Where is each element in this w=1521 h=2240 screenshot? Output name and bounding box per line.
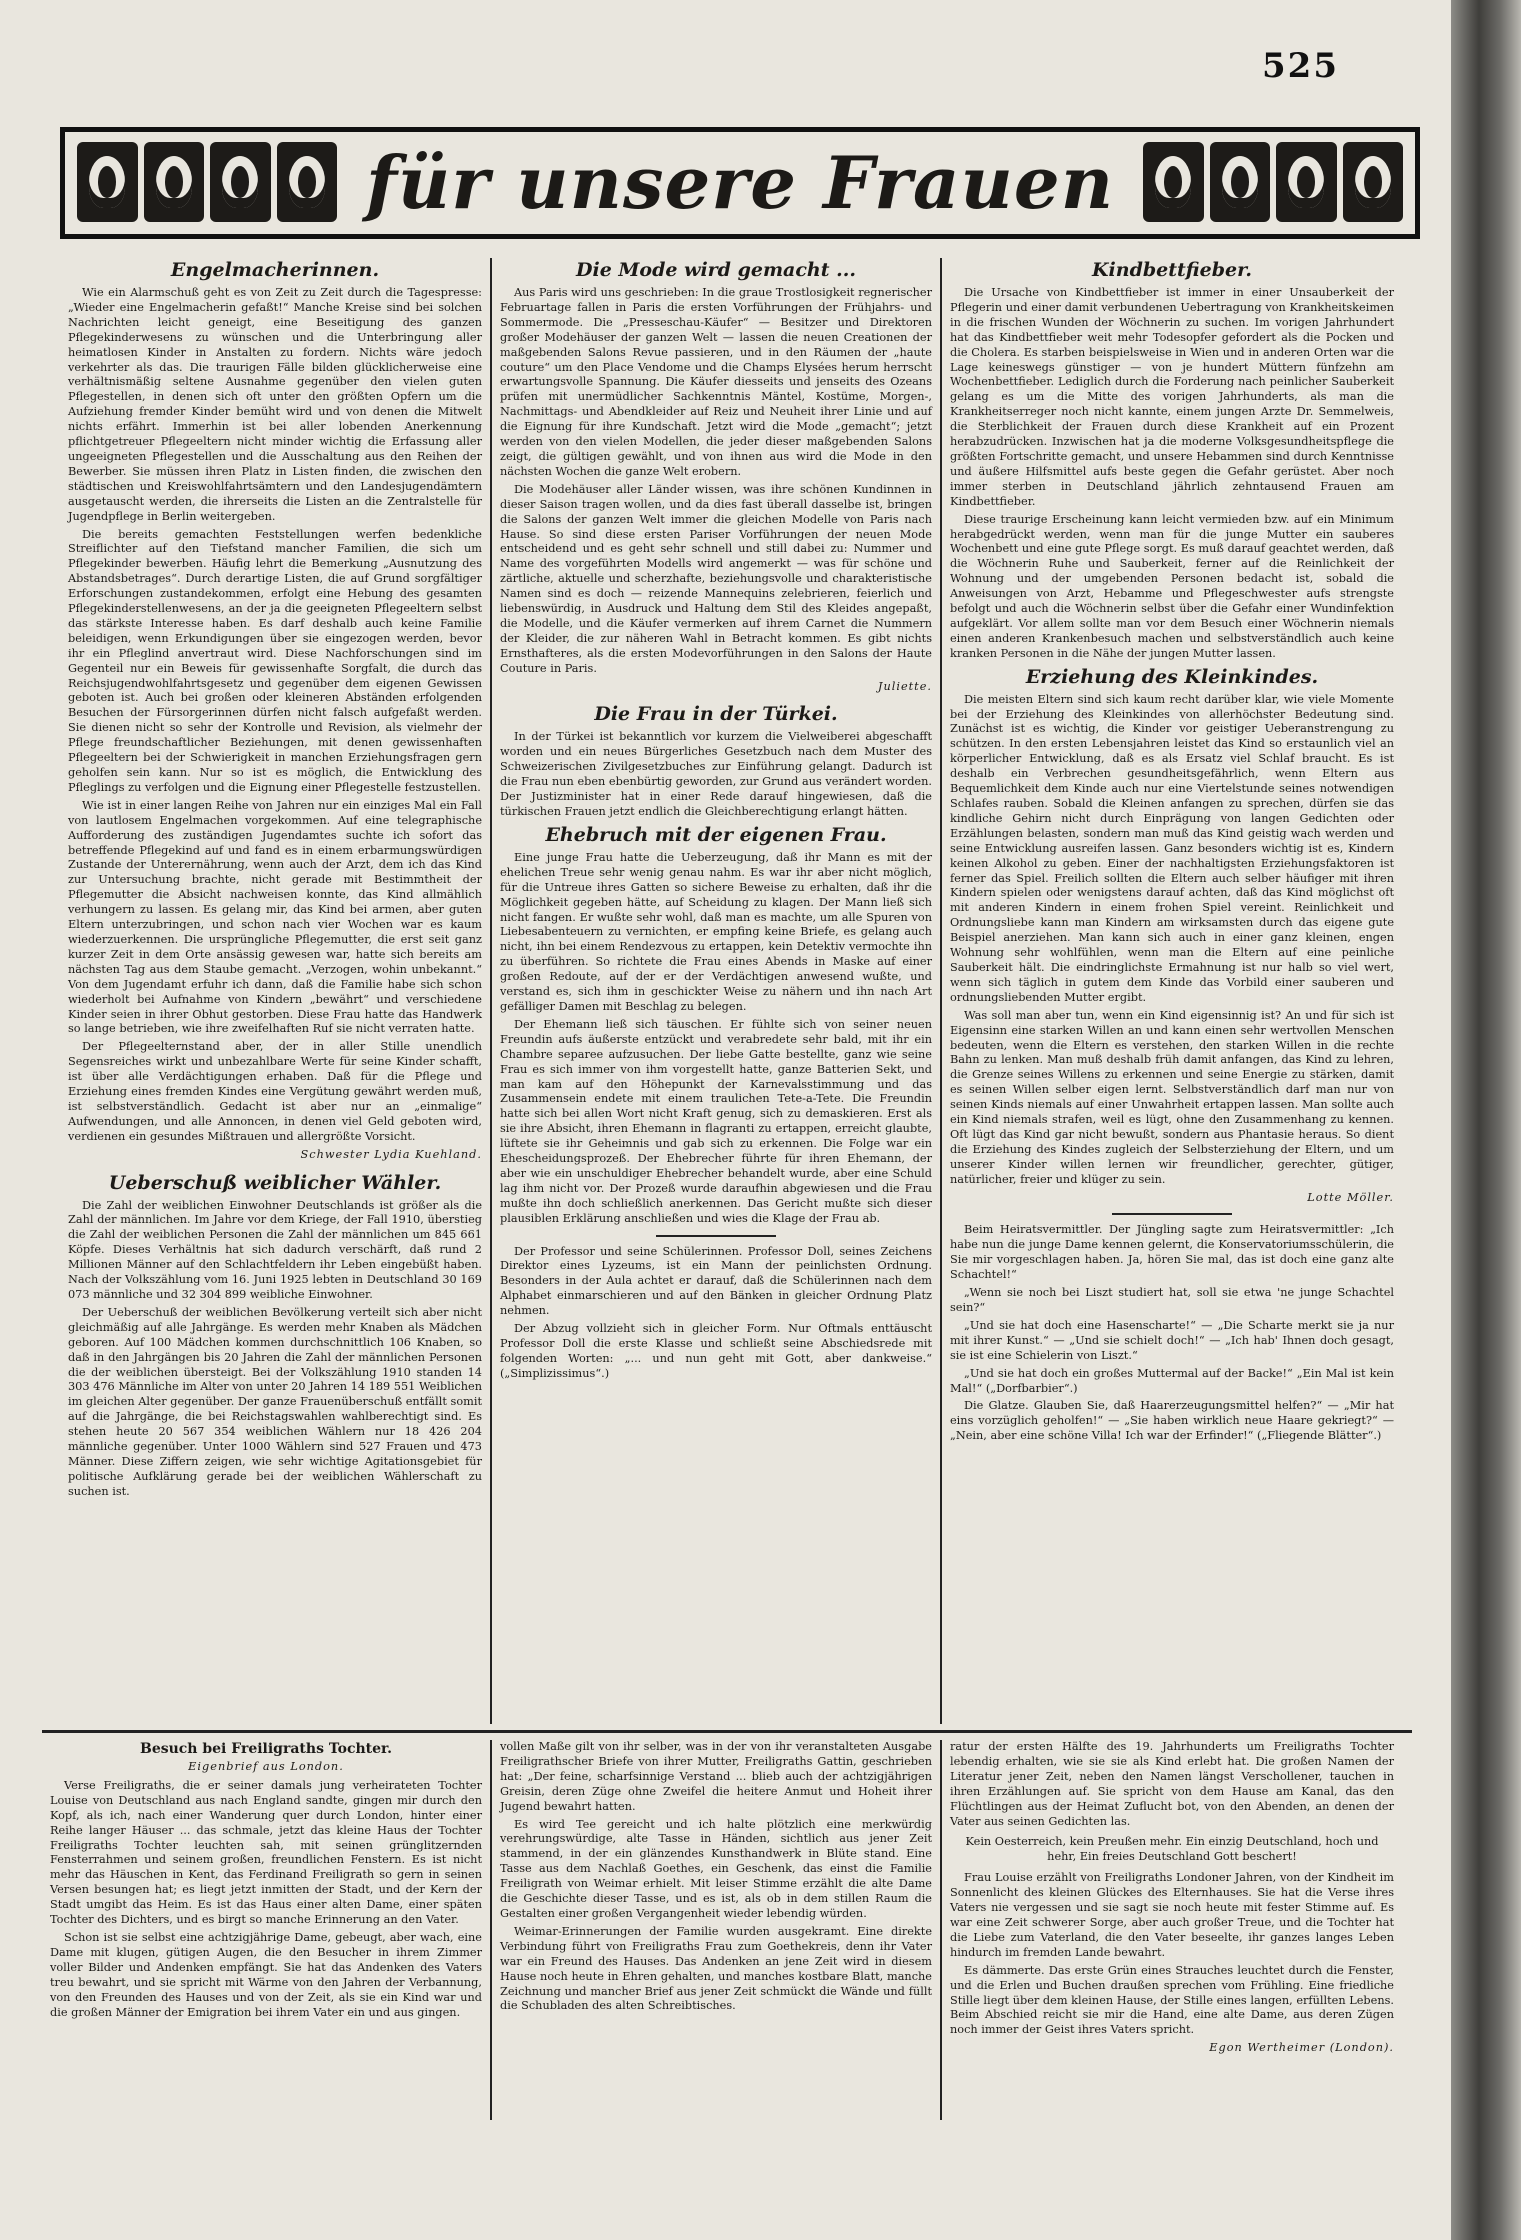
article-paragraph: Die meisten Eltern sind sich kaum recht darüber klar, wie viele Momente bei der Erziehung des Kleinkindes von allerhöchster Bedeutung sind. Zunächst ist es wichtig, die Kinder vor geistiger Ueberanstrengung zu schützen. In den ersten Lebensjahren leistet das Kind so erstaunlich viel an körperlicher Entwicklung, daß es als Ersatz viel Schlaf braucht. Es ist deshalb ein Verbrechen gesundheitsgefährlich, wenn Eltern aus Bequemlichkeit dem Kinde auch nur eine Viertelstunde seines notwendigen Schlafes rauben. Sobald die Kleinen anfangen zu sprechen, dürfen sie das kindliche Gehirn nicht durch Einprägung von langen Gedichten oder Erzählungen belasten, sondern man muß das Kind geistig wach werden und seine Entwicklung ausreifen lassen. Ganz besonders wichtig ist es, Kindern keinen Alkohol zu geben. Einer der nachhaltigsten Erziehungsfaktoren ist ferner das Spiel. Freilich sollten die Eltern auch selber häufiger mit ihren Kindern spielen oder wenigstens darauf achten, daß das Kind möglichst oft mit anderen Kindern in einem frohen Spiel vereint. Reinlichkeit und Ordnungsliebe kann man Kindern am wirksamsten durch das eigene gute Beispiel anerziehen. Man kann sich auch in einer ganz kleinen, engen Wohnung sehr wohlfühlen, wenn man die Eltern auf eine peinliche Sauberkeit hält. Die eindringlichste Ermahnung ist nur halb so viel wert, wenn sich täglich in gutem dem Kinde das Vorbild einer sauberen und ordnungsliebenden Mutter ergibt.	[950, 692, 1394, 1004]
article-title-erziehung: Erziehung des Kleinkindes.	[1025, 665, 1319, 688]
column-divider	[490, 1740, 492, 2120]
feature-column-3	[944, 1740, 1400, 2120]
anecdote-paragraph: „Wenn sie noch bei Liszt studiert hat, soll sie etwa 'ne junge Schachtel sein?“	[950, 1286, 1394, 1314]
fruit-ornament-left-icon	[77, 142, 337, 222]
article-title-mode: Die Mode wird gemacht ...	[576, 259, 856, 281]
article-paragraph: In der Türkei ist bekanntlich vor kurzem die Vielweiberei abgeschafft worden und ein neues Bürgerliches Gesetzbuch nach dem Muster des Schweizerischen Zivilgesetzbuches zur Einführung gelangt. Dadurch ist die Frau nun eben ebenbürtig geworden, zur Grund aus verändert worden. Der Justizminister hat in einer Rede darauf hingewiesen, daß die türkischen Frauen jetzt endlich die Gleichberechtigung erlangt hätten.	[500, 730, 932, 818]
anecdote-paragraph: Der Abzug vollzieht sich in gleicher Form. Nur Oftmals enttäuscht Professor Doll die erste Klasse und schließt seine Abschiedsrede mit folgenden Worten: „... und nun geht mit Gott, aber dankweise.“ („Simplizissimus“.)	[500, 1322, 932, 1380]
article-author: Lotte Möller.	[1307, 1190, 1394, 1204]
fruit-ornament-right-icon	[1143, 142, 1403, 222]
article-paragraph: ratur der ersten Hälfte des 19. Jahrhunderts um Freiligraths Tochter lebendig erhalten, wie sie sie als Kind erlebt hat. Die großen Namen der Literatur jener Zeit, neben den Namen längst Verschollener, tauchen in ihren Erzählungen auf. Sie spricht von dem Hause am Kanal, das den Flüchtlingen aus der Heimat Zuflucht bot, von den Abenden, an denen der Vater aus seinen Gedichten las.	[950, 1740, 1394, 1828]
article-paragraph: vollen Maße gilt von ihr selber, was in der von ihr veranstalteten Ausgabe Freiligrathscher Briefe von ihrer Mutter, Freiligraths Gattin, geschrieben hat: „Der feine, scharfsinnige Verstand ... blieb auch der achtzigjährigen Greisin, deren Züge ohne Zweifel die heitere Anmut und Hoheit ihrer Jugend bewahrt hatten.	[500, 1740, 932, 1813]
article-paragraph: Der Ehemann ließ sich täuschen. Er fühlte sich von seiner neuen Freundin aufs äußerste entzückt und verabredete sehr bald, mit ihr ein Chambre separee aufzusuchen. Der liebe Gatte bestellte, ganz wie seine Frau es sich immer von ihm vorgestellt hatte, ganze Batterien Sekt, und man kam auf den Höhepunkt der Karnevalsstimmung und das Zusammensein endete mit einem traulichen Tete-a-Tete. Die Freundin hatte sich bei allen Wort nicht Kraft genug, sich zu demaskieren. Erst als sie ihre Absicht, ihren Ehemann in flagranti zu ertappen, erreicht glaubte, lüftete sie ihr Geheimnis und gab sich zu erkennen. Die Folge war ein Ehescheidungsprozeß. Der Ehebrecher führte für ihren Ehemann, der aber wie ein unschuldiger Ehebrecher behandelt wurde, aber eine Schuld lag ihm nicht vor. Der Prozeß wurde daraufhin abgewiesen und die Frau mußte ihn doch schließlich anerkennen. Das Gericht mußte sich dieser plausiblen Erklärung anschließen und wies die Klage der Frau ab.	[500, 1017, 932, 1225]
article-paragraph: Frau Louise erzählt von Freiligraths Londoner Jahren, von der Kindheit im Sonnenlicht des kleinen Glückes des Elternhauses. Sie hat die Verse ihres Vaters nie vergessen und sie sagt sie noch heute mit fester Stimme auf. Es war eine Zeit schwerer Sorge, aber auch großer Treue, und die Tochter hat die Liebe zum Vaterland, die den Vater beseelte, ihr ganzes langes Leben hindurch im fremden Lande bewahrt.	[950, 1871, 1394, 1959]
article-paragraph: Die Zahl der weiblichen Einwohner Deutschlands ist größer als die Zahl der männlichen. Im Jahre vor dem Kriege, der Fall 1910, überstieg die Zahl der weiblichen Personen die Zahl der männlichen um 845 661 Köpfe. Dieses Verhältnis hat sich dadurch verschärft, daß rund 2 Millionen Männer auf den Schlachtfeldern ihr Leben eingebüßt haben. Nach der Volkszählung vom 16. Juni 1925 lebten in Deutschland 30 169 073 männliche und 32 304 899 weibliche Einwohner.	[68, 1198, 482, 1301]
anecdote-paragraph: „Und sie hat doch ein großes Muttermal auf der Backe!“ „Ein Mal ist kein Mal!“ („Dorfbarbier“.)	[950, 1366, 1394, 1395]
article-paragraph: Es dämmerte. Das erste Grün eines Strauches leuchtet durch die Fenster, und die Erlen und Buchen draußen sprechen vom Frühling. Eine friedliche Stille liegt über dem kleinen Hause, der Stille eines langen, erfüllten Lebens. Beim Abschied reicht sie mir die Hand, eine alte Dame, aus deren Zügen noch immer der Geist ihres Vaters spricht.	[950, 1963, 1394, 2037]
article-author: Egon Wertheimer (London).	[1209, 2041, 1394, 2055]
article-title-engelmacherinnen: Engelmacherinnen.	[170, 259, 380, 281]
article-title-ehebruch: Ehebruch mit der eigenen Frau.	[545, 823, 887, 846]
article-paragraph: Die Ursache von Kindbettfieber ist immer in einer Unsauberkeit der Pflegerin und einer damit verbundenen Uebertragung von Krankheitskeimen in die frischen Wunden der Wöchnerin zu suchen. Im vorigen Jahrhundert hat das Kindbettfieber weit mehr Todesopfer gefordert als die Pocken und die Cholera. Es starben beispielsweise in Wien und in anderen Orten war die Lage keineswegs günstiger — von je hundert Müttern fünfzehn am Wochenbettfieber. Lediglich durch die Forderung nach peinlicher Sauberkeit gelang es um die Mitte des vorigen Jahrhunderts, als man die Krankheitserreger noch nicht kannte, einem jungen Arzte Dr. Semmelweis, die Sterblichkeit der Frauen durch diese Krankheit auf ein Prozent herabzudrücken. Inzwischen hat ja die moderne Volksgesundheitspflege die größten Fortschritte gemacht, und unsere Hebammen sind durch Kenntnisse und äußere Hilfsmittel aufs beste gegen die Gefahr gerüstet. Aber noch immer sterben in Deutschland jährlich zehntausend Frauen am Kindbettfieber.	[950, 286, 1394, 508]
article-author: Schwester Lydia Kuehland.	[300, 1147, 482, 1161]
column-1	[62, 258, 488, 1724]
page-number: 525	[1262, 46, 1339, 86]
anecdote-paragraph: Beim Heiratsvermittler. Der Jüngling sagte zum Heiratsvermittler: „Ich habe nun die junge Dame kennen gelernt, die Konservatoriumsschülerin, die Sie mir vorgeschlagen haben. Ja, hören Sie mal, das ist doch eine ganz alte Schachtel!“	[950, 1223, 1394, 1282]
column-divider	[490, 258, 492, 1724]
separator-rule	[656, 1235, 776, 1237]
book-binding-edge	[1451, 0, 1521, 2240]
feature-column-2	[494, 1740, 938, 2120]
quoted-verse: Kein Oesterreich, kein Preußen mehr. Ein einzig Deutschland, hoch und hehr, Ein freies Deutschland Gott beschert!	[965, 1835, 1379, 1864]
article-paragraph: Diese traurige Erscheinung kann leicht vermieden bzw. auf ein Minimum herabgedrückt werden, wenn man für die junge Mutter ein sauberes Wochenbett und eine gute Pflege sorgt. Es muß darauf geachtet werden, daß die Wöchnerin Ruhe und Sauberkeit, ferner auf die Reinlichkeit der Wohnung und der umgebenden Personen bedacht ist, sobald die Anweisungen von Arzt, Hebamme und Pflegeschwester aufs strengste befolgt und auch die Wöchnerin selbst über die Gefahr einer Wundinfektion aufgeklärt. Vor allem sollte man vor dem Besuch einer Wöchnerin niemals einen anderen Krankenbesuch machen und selbstverständlich auch keine kranken Personen in die Nähe der jungen Mutter lassen.	[950, 512, 1394, 660]
article-title-freiligrath: Besuch bei Freiligraths Tochter.	[139, 1741, 393, 1757]
feature-column-1	[44, 1740, 488, 2120]
article-paragraph: Es wird Tee gereicht und ich halte plötzlich eine merkwürdig verehrungswürdige, alte Tasse in Händen, sichtlich aus jener Zeit stammend, in der ein glänzendes Kunsthandwerk in Blüte stand. Eine Tasse aus dem Nachlaß Goethes, ein Geschenk, das einst die Familie Freiligrath von Weimar erhielt. Mit leiser Stimme erzählt die alte Dame die Geschichte dieser Tasse, und es ist, als ob in dem stillen Raum die Gestalten einer großen Vergangenheit wieder lebendig würden.	[500, 1817, 932, 1920]
article-paragraph: Verse Freiligraths, die er seiner damals jung verheirateten Tochter Louise von Deutschland aus nach England sandte, gingen mir durch den Kopf, als ich, nach einer Wanderung quer durch London, hinter einer Reihe langer Häuser ... das schmale, jetzt das kleine Haus der Tochter Freiligraths Tochter leuchten sah, mit seinen grünglitzernden Fensterrahmen und seinem großen, freundlichen Fenstern. Es ist nicht mehr das Häuschen in Kent, das Ferdinand Freiligrath so gern in seinen Versen besungen hat; es liegt jetzt inmitten der Stadt, und der Kern der Stadt umgibt das Heim. Es ist das Haus einer alten Dame, einer späten Tochter des Dichters, und es birgt so manche Erinnerung an den Vater.	[50, 1778, 482, 1927]
article-paragraph: Die bereits gemachten Feststellungen werfen bedenkliche Streiflichter auf den Tiefstand mancher Familien, die sich um Pflegekinder bewerben. Häufig lehrt die Bemerkung „Ausnutzung des Abstandsbetrages“. Durch derartige Listen, die auf Grund sorgfältiger Erforschungen zustandekommen, erfolgt eine Hebung des gesamten Pflegekinderstellenwesens, an der ja die geeigneten Pflegeeltern selbst das stärkste Interesse haben. Es darf deshalb auch keine Familie beleidigen, wenn Erkundigungen über sie eingezogen werden, bevor ihr ein Pfleglind anvertraut wird. Diese Nachforschungen sind im Gegenteil nur ein Beweis für gewissenhafte Sorgfalt, die durch das Reichsjugendwohlfahrtsgesetz und gegenüber dem eigenen Gewissen geboten ist. Auch bei großen oder kleineren Abständen erfolgenden Besuchen der Fürsorgerinnen dürfen nicht falsch aufgefaßt werden. Sie dienen nicht so sehr der Kontrolle und Revision, als vielmehr der Pflege freundschaftlicher Beziehungen, mit denen gewissenhaften Pflegeeltern bei der Schwierigkeit in manchen Erziehungsfragen gern geholfen sein kann. Nur so ist es möglich, die Entwicklung des Pfleglings zu verfolgen und die Eignung einer Pflegestelle festzustellen.	[68, 527, 482, 794]
section-title: für unsere Frauen	[365, 140, 1115, 225]
column-divider	[940, 258, 942, 1724]
article-paragraph: Wie ist in einer langen Reihe von Jahren nur ein einziges Mal ein Fall von lautlosem Engelmachen vorgekommen. Auf eine telegraphische Aufforderung des zuständigen Jugendamtes suchte ich sofort das betreffende Pflegekind auf und fand es in einem erbarmungswürdigen Zustande der Unterernährung, wenn auch der Arzt, dem ich das Kind zur Untersuchung brachte, nicht gerade mit Bestimmtheit der Pflegemutter die Absicht nachweisen konnte, das Kind allmählich verhungern zu lassen. Es gelang mir, das Kind bei armen, aber guten Eltern unterzubringen, und schon nach vier Wochen war es kaum wiederzuerkennen. Die ursprüngliche Pflegemutter, die erst seit ganz kurzer Zeit in dem Orte ansässig gewesen war, hatte sich bereits am nächsten Tag aus dem Staube gemacht. „Verzogen, wohin unbekannt.“ Von dem Jugendamt erfuhr ich dann, daß die Familie habe sich schon wiederholt bei Aufnahme von Kindern „bewährt“ und verschiedene Kinder seien in ihrer Obhut gestorben. Diese Frau hatte das Handwerk so lange betrieben, wie ihre zweifelhaften Ruf sie nicht verraten hatte.	[68, 798, 482, 1036]
column-2	[494, 258, 938, 1724]
article-paragraph: Der Ueberschuß der weiblichen Bevölkerung verteilt sich aber nicht gleichmäßig auf alle Jahrgänge. Es werden mehr Knaben als Mädchen geboren. Auf 100 Mädchen kommen durchschnittlich 106 Knaben, so daß in den Jahrgängen bis 20 Jahren die Zahl der männlichen Personen die der weiblichen übersteigt. Bei der Volkszählung 1910 standen 14 303 476 Männliche im Alter von unter 20 Jahren 14 189 551 Weiblichen im gleichen Alter gegenüber. Der ganze Frauenüberschuß entfällt somit auf die Jahrgänge, die bei Reichstagswahlen wahlberechtigt sind. Es stehen heute 20 567 354 weiblichen Wählern nur 18 426 204 männliche gegenüber. Unter 1000 Wählern sind 527 Frauen und 473 Männer. Diese Ziffern zeigen, wie sehr wichtige Agitationsgebiet für politische Aufklärung gerade bei der weiblichen Wählerschaft zu suchen ist.	[68, 1305, 482, 1498]
section-masthead	[60, 127, 1420, 239]
article-title-ueberschuss: Ueberschuß weiblicher Wähler.	[108, 1171, 442, 1194]
anecdote-paragraph: „Und sie hat doch eine Hasenscharte!“ — „Die Scharte merkt sie ja nur mit ihrer Kunst.“ — „Und sie schielt doch!“ — „Ich hab' Ihnen doch gesagt, sie ist eine Schielerin von Liszt.“	[950, 1318, 1394, 1362]
article-paragraph: Schon ist sie selbst eine achtzigjährige Dame, gebeugt, aber wach, eine Dame mit klugen, gütigen Augen, die den Besucher in ihrem Zimmer voller Bilder und Andenken empfängt. Sie hat das Andenken des Vaters treu bewahrt, und sie spricht mit Wärme von den Jahren der Verbannung, von den Freunden des Hauses und von der Zeit, als sie ein Kind war und die großen Männer der Emigration bei ihrem Vater ein und aus gingen.	[50, 1930, 482, 2019]
article-title-tuerkei: Die Frau in der Türkei.	[594, 703, 838, 726]
article-paragraph: Weimar-Erinnerungen der Familie wurden ausgekramt. Eine direkte Verbindung führt von Freiligraths Frau zum Goethekreis, denn ihr Vater war ein Freund des Hauses. Das Andenken an jene Zeit wird in diesem Hause noch heute in Ehren gehalten, und manches kostbare Blatt, manche Zeichnung und mancher Brief aus jener Zeit schmückt die Wände und füllt die Schubladen des alten Schreibtisches.	[500, 1924, 932, 2013]
article-author: Juliette.	[877, 679, 932, 693]
article-subtitle: Eigenbrief aus London.	[188, 1760, 344, 1773]
anecdote-paragraph: Der Professor und seine Schülerinnen. Professor Doll, seines Zeichens Direktor eines Lyzeums, ist ein Mann der peinlichsten Ordnung. Besonders in der Aula achtet er darauf, daß die Schülerinnen nach dem Alphabet einmarschieren und auf den Bänken in gleicher Ordnung Platz nehmen.	[500, 1244, 932, 1318]
anecdote-paragraph: Die Glatze. Glauben Sie, daß Haarerzeugungsmittel helfen?“ — „Mir hat eins vorzüglich geholfen!“ — „Sie haben wirklich neue Haare gekriegt?“ — „Nein, aber eine schöne Villa! Ich war der Erfinder!“ („Fliegende Blätter“.)	[950, 1399, 1394, 1443]
column-3	[944, 258, 1400, 1724]
separator-rule	[1112, 1213, 1232, 1215]
article-paragraph: Wie ein Alarmschuß geht es von Zeit zu Zeit durch die Tagespresse: „Wieder eine Engelmacherin gefaßt!“ Manche Kreise sind bei solchen Nachrichten leicht geneigt, eine Beseitigung des ganzen Pflegekinderwesens zu wünschen und die Unterbringung aller heimatlosen Kinder in Anstalten zu fordern. Nichts wäre jedoch verkehrter als das. Die traurigen Fälle bilden glücklicherweise eine verhältnismäßig seltene Ausnahme gegenüber den vielen guten Pflegestellen, in denen sich oft unter den größten Opfern um die Aufziehung fremder Kinder bemüht wird und von denen die Mitwelt nichts erfährt. Immerhin ist bei aller lobenden Anerkennung pflichtgetreuer Pflegeeltern nicht minder wichtig die Erfassung aller ungeeigneten Pflegestellen und die Ausschaltung aus den Reihen der Bewerber. Sie müssen ihren Platz in Listen finden, die zwischen den städtischen und Kreiswohlfahrtsämtern und den Landesjugendämtern ausgetauscht werden, die ihrerseits die Listen an die Zentralstelle für Jugendpflege in Berlin weitergeben.	[68, 286, 482, 523]
article-paragraph: Der Pflegeelternstand aber, der in aller Stille unendlich Segensreiches wirkt und unbezahlbare Werte für seine Kinder schafft, ist über alle Verdächtigungen erhaben. Daß für die Pflege und Erziehung eines fremden Kindes eine Vergütung gewährt werden muß, ist selbstverständlich. Gedacht ist aber nur an „einmalige“ Aufwendungen, und alle Annoncen, in denen viel Geld geboten wird, verdienen ein gesundes Mißtrauen und allergrößte Vorsicht.	[68, 1040, 482, 1143]
article-title-kindbettfieber: Kindbettfieber.	[1092, 259, 1252, 281]
article-paragraph: Die Modehäuser aller Länder wissen, was ihre schönen Kundinnen in dieser Saison tragen wollen, und da dies fast überall dasselbe ist, bringen die Salons der ganzen Welt immer die gleichen Modelle von Paris nach Hause. So sind diese ersten Pariser Vorführungen der neuen Mode entscheidend und es geht sehr schnell und still dabei zu: Nummer und Name des vorgeführten Modells wird angemerkt — was für schöne und zärtliche, aktuelle und scherzhafte, beziehungsvolle und charakteristische Namen sind es doch — reizende Mannequins zelebrieren, feierlich und liebenswürdig, in Ausdruck und Haltung dem Stil des Kleides angepaßt, die Modelle, und die Käufer vermerken auf ihrem Carnet die Nummern der Kleider, die zur näheren Wahl in Betracht kommen. Es gibt nichts Ernsthafteres, als die ersten Modevorführungen in den Salons der Haute Couture in Paris.	[500, 482, 932, 675]
section-divider	[42, 1730, 1412, 1733]
article-paragraph: Was soll man aber tun, wenn ein Kind eigensinnig ist? An und für sich ist Eigensinn eine starken Willen an und kann einen sehr wertvollen Menschen bedeuten, wenn die Eltern es verstehen, den starken Willen in die rechte Bahn zu lenken. Man muß deshalb früh damit anfangen, das Kind zu lehren, die Grenze seines Willens zu erkennen und seine Energie zu stärken, damit es seinen Willen selber eigen lernt. Selbstverständlich darf man nur von seinen Kinds niemals auf einer Unwahrheit ertappen lassen. Man sollte auch ein Kind niemals strafen, weil es lügt, ohne den Zusammenhang zu kennen. Oft lügt das Kind gar nicht bewußt, sondern aus Phantasie heraus. So dient die Erziehung des Kindes zugleich der Selbsterziehung der Eltern, und um unserer Kinder willen lernen wir freundlicher, gerechter, gütiger, natürlicher, freier und klüger zu sein.	[950, 1008, 1394, 1186]
article-paragraph: Aus Paris wird uns geschrieben: In die graue Trostlosigkeit regnerischer Februartage fallen in Paris die ersten Vorführungen der Frühjahrs- und Sommermode. Die „Presseschau-Käufer“ — Besitzer und Direktoren großer Modehäuser der ganzen Welt — lassen die neuen Creationen der maßgebenden Salons Revue passieren, und in den Räumen der „haute couture“ um den Place Vendome und die Champs Elysées herum herrscht erwartungsvolle Spannung. Die Käufer diesseits und jenseits des Ozeans prüfen mit unermüdlicher Sachkenntnis Mäntel, Kostüme, Morgen-, Nachmittags- und Abendkleider auf Reiz und Neuheit ihrer Linie und auf die Eignung für ihre Kundschaft. Jetzt wird die Mode „gemacht“; jetzt werden von den vielen Modellen, die jeder dieser maßgebenden Salons zeigt, die gültigen gewählt, und von ihnen aus wird die Mode in den nächsten Wochen die ganze Welt erobern.	[500, 286, 932, 478]
article-paragraph: Eine junge Frau hatte die Ueberzeugung, daß ihr Mann es mit der ehelichen Treue sehr wenig genau nahm. Es war ihr aber nicht möglich, für die Untreue ihres Gatten so sichere Beweise zu erhalten, daß ihr die Möglichkeit gegeben hätte, auf Scheidung zu klagen. Der Mann ließ sich nicht fangen. Er wußte sehr wohl, daß man es machte, um alle Spuren von Liebesabenteuern zu vernichten, er empfing keine Briefe, es gelang auch nicht, ihn bei einem Rendezvous zu ertappen, kein Detektiv vermochte ihn zu überführen. So richtete die Frau eines Abends in Maske auf einer großen Redoute, auf der er der Verdächtigen anwesend wußte, und verstand es, sich ihm in geschickter Weise zu nähern und ihn nach Art gefälliger Damen mit Beschlag zu belegen.	[500, 850, 932, 1013]
column-divider	[940, 1740, 942, 2120]
